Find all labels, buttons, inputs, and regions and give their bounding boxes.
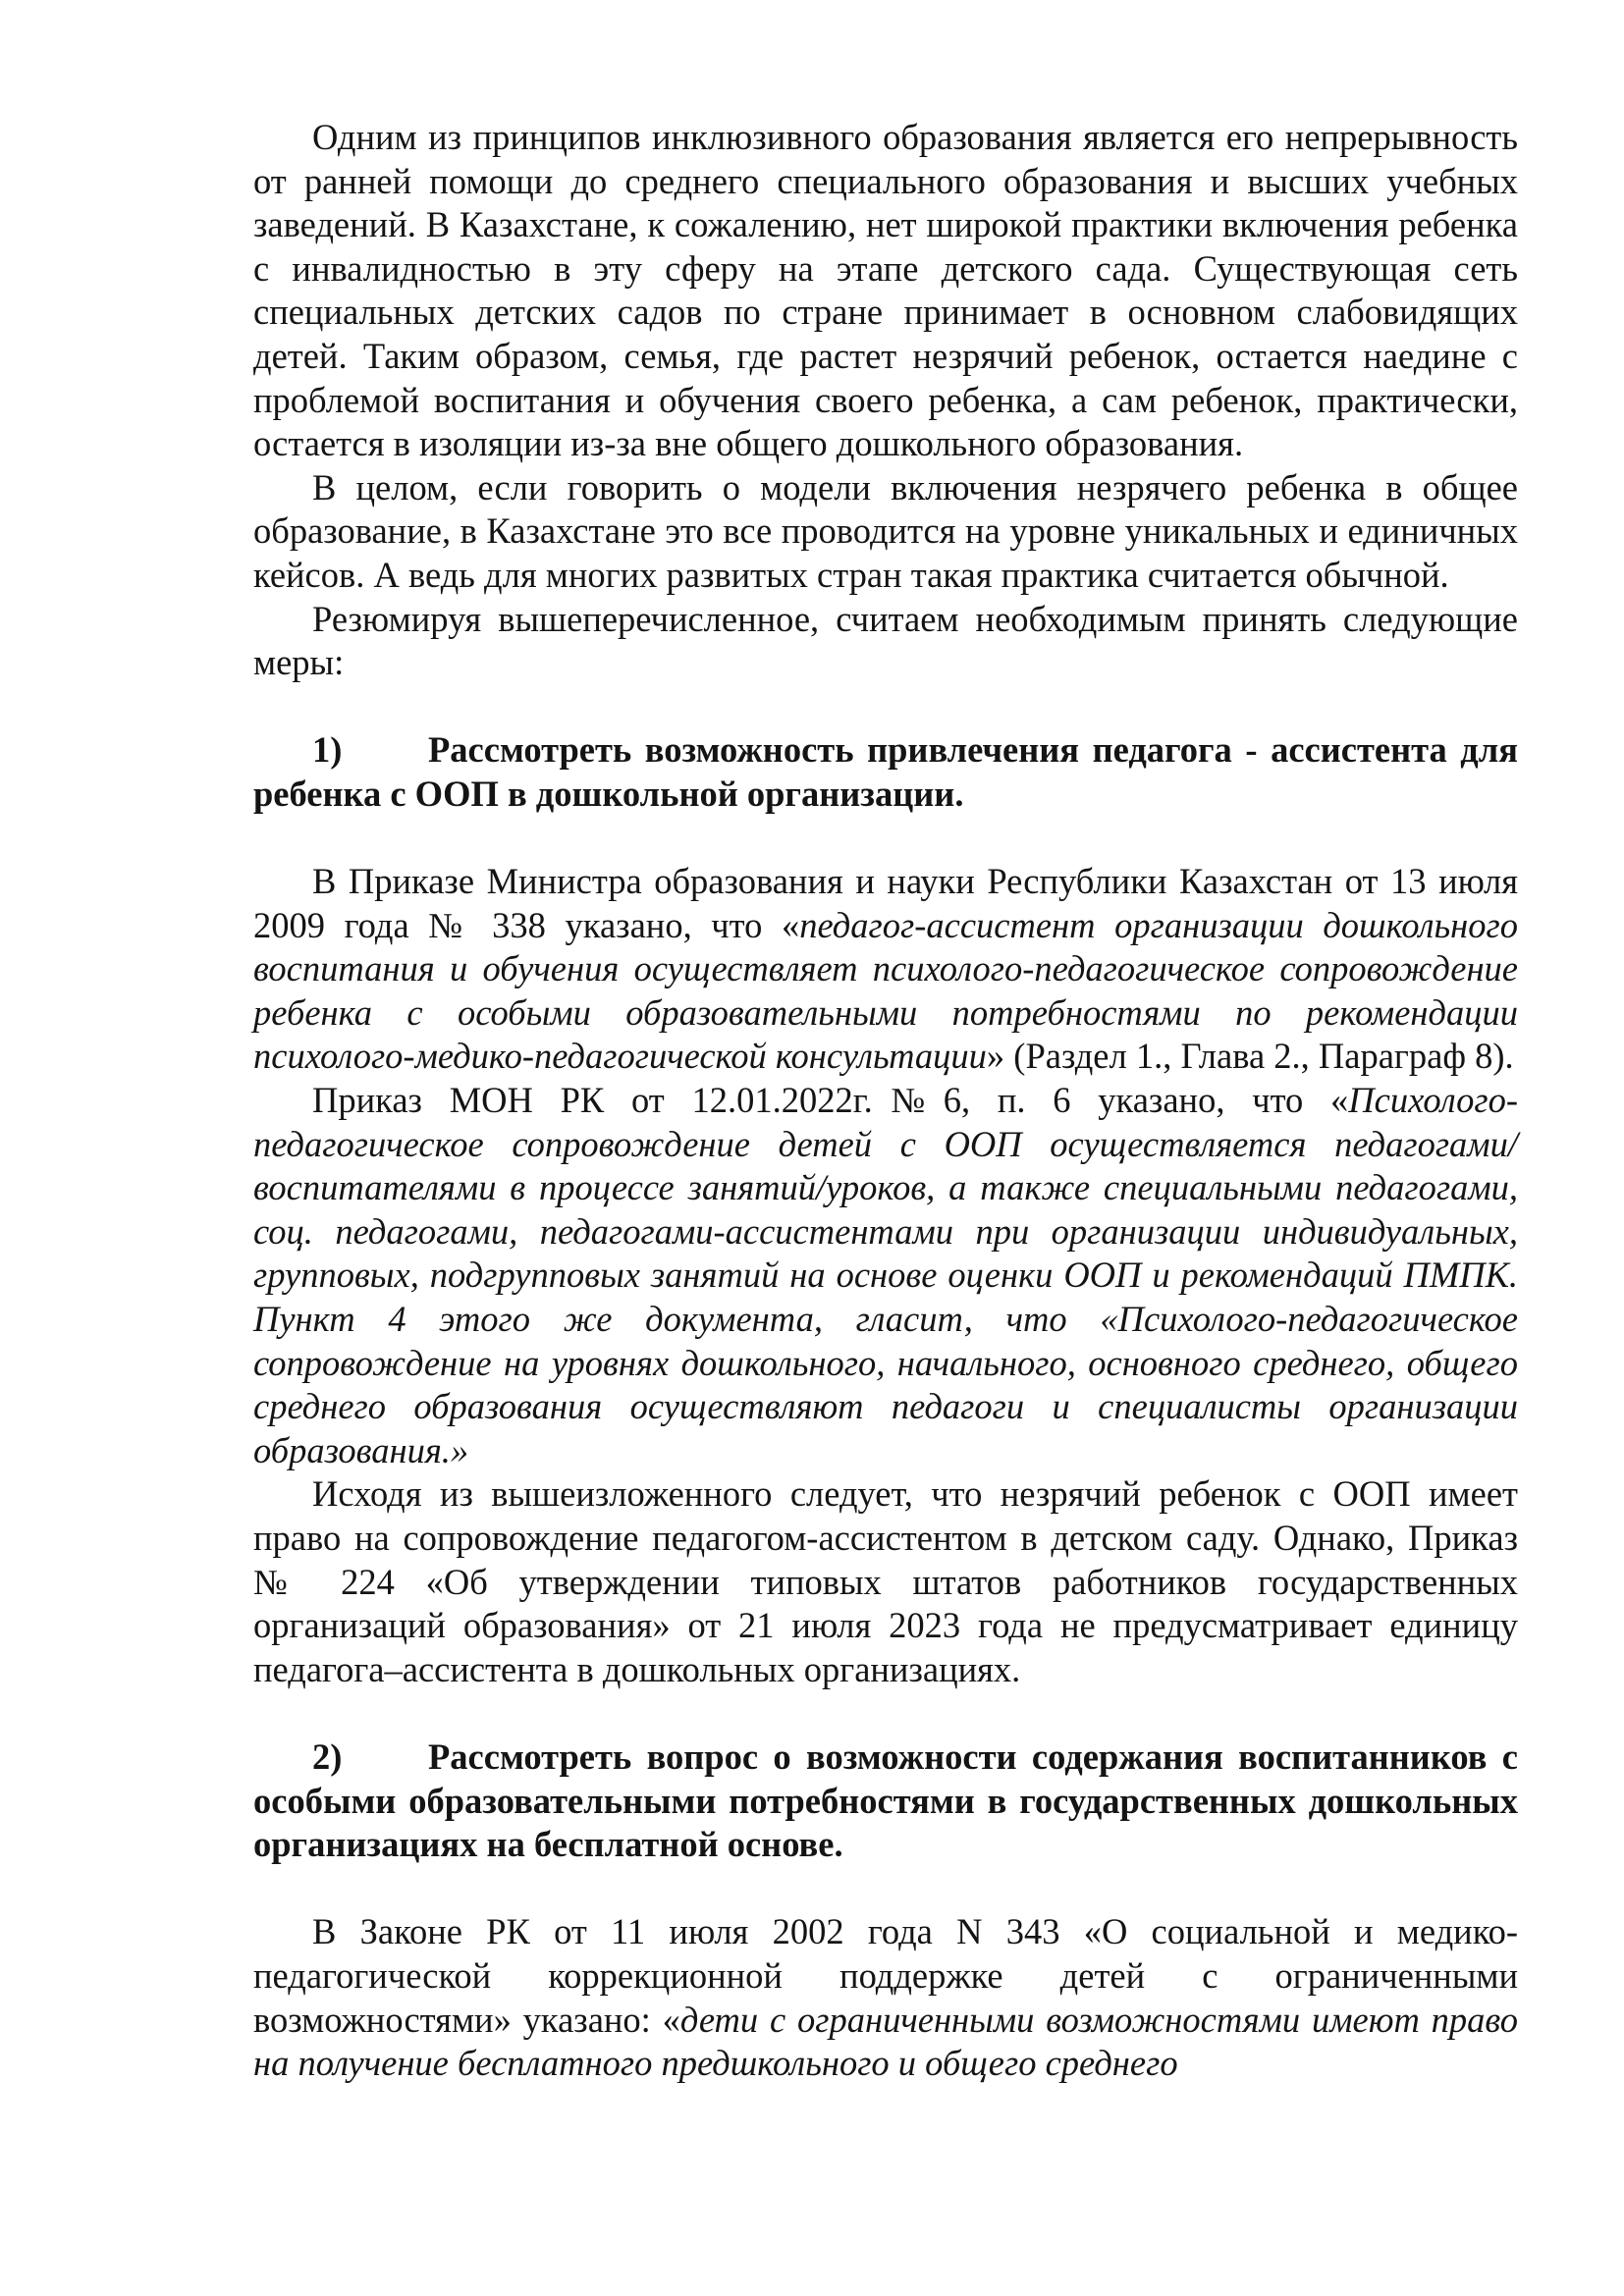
paragraph-lead: В Законе РК от 11 июля 2002 года N 343 «О социальной и медико-педагогической коррекционной поддержке детей с ограниченными возможностями» указано: «: [253, 1911, 1518, 2040]
document-page: [253, 116, 1518, 2086]
paragraph-lead: Приказ МОН РК от 12.01.2022г.№6, п. 6 указано, что «: [312, 1080, 1349, 1121]
spacer: [253, 685, 1518, 729]
heading-number: 2): [312, 1735, 343, 1777]
paragraph-conclusion: Исходя из вышеизложенного следует, что незрячий ребенок с ООП имеет право на сопровождение педагогом-ассистентом в детском саду. Однако, Приказ № 224 «Об утверждении типовых штатов работников государственных организаций образования» от 21 июля 2023 года не предусматривает единицу педагога–ассистента в дошкольных организациях.: [253, 1473, 1518, 1689]
quote-italic: дети с ограниченными возможностями имеют право на получение бесплатного предшкольного и общего среднего: [253, 1999, 1519, 2084]
paragraph-lead: В Приказе Министра образования и науки Республики Казахстан от 13 июля 2009 года № 338 указано, что «: [253, 861, 1518, 945]
paragraph-summary: Резюмируя вышеперечисленное, считаем необходимым принять следующие меры:: [253, 598, 1518, 683]
quote-italic: Психолого-педагогическое сопровождение детей с ООП осуществляется педагогами/ воспитателями в процессе занятий/уроков, а также специальными педагогами, соц. педагогами, педагогами-ассистентами при организации индивидуальных, групповых, подгрупповых занятий на основе оценки ООП и рекомендаций ПМПК. Пункт 4 этого же документа, гласит, что «Психолого-педагогическое сопровождение на уровнях дошкольного, начального, основного среднего, общего среднего образования осуществляют педагоги и специалисты организации образования.»: [253, 1080, 1518, 1470]
paragraph-order-6: [253, 1079, 1518, 1472]
paragraph-inclusive-principle: Одним из принципов инклюзивного образования является его непрерывность от ранней помощи до среднего специального образования и высших учебных заведений. В Казахстане, к сожалению, нет широкой практики включения ребенка с инвалидностью в эту сферу на этапе детского сада. Существующая сеть специальных детских садов по стране принимает в основном слабовидящих детей. Таким образом, семья, где растет незрячий ребенок, остается наедине с проблемой воспитания и обучения своего ребенка, а сам ребенок, практически, остается в изоляции из-за вне общего дошкольного образования.: [253, 117, 1518, 464]
heading-measure-1: [253, 728, 1518, 816]
paragraph-tail: » (Раздел 1., Глава 2., Параграф 8).: [986, 1036, 1514, 1077]
heading-number: 1): [312, 729, 343, 771]
heading-text: Рассмотреть вопрос о возможности содержания воспитанников с особыми образовательными потребностями в государственных дошкольных организациях на бесплатной основе.: [253, 1735, 1518, 1865]
paragraph-law-343: [253, 1910, 1518, 2085]
quote-italic: педагог-ассистент организации дошкольного воспитания и обучения осуществляет психолого-педагогическое сопровождение ребенка с особыми образовательными потребностями по рекомендации психолого-медико-педагогической консультации: [253, 904, 1518, 1077]
paragraph-order-338: [253, 860, 1518, 1079]
spacer: [253, 1867, 1518, 1911]
spacer: [253, 1691, 1518, 1735]
spacer: [253, 817, 1518, 861]
heading-text: Рассмотреть возможность привлечения педагога - ассистента для ребенка с ООП в дошкольной организации.: [253, 729, 1518, 814]
heading-measure-2: [253, 1735, 1518, 1867]
paragraph-inclusion-model: В целом, если говорить о модели включения незрячего ребенка в общее образование, в Казахстане это все проводится на уровне уникальных и единичных кейсов. А ведь для многих развитых стран такая практика считается обычной.: [253, 466, 1518, 595]
